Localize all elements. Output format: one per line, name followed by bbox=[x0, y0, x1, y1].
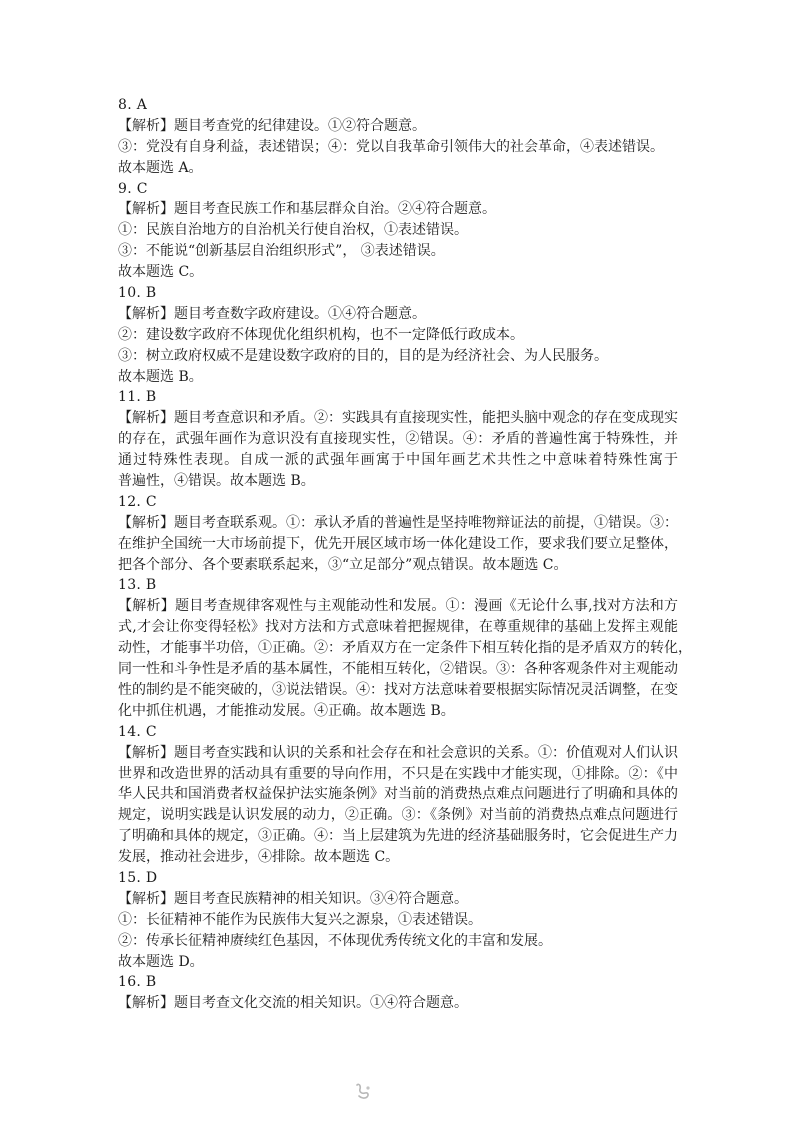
analysis-9-point: ①：民族自治地方的自治机关行使自治权，①表述错误。 bbox=[118, 222, 468, 239]
analysis-15-point: ②：传承长征精神赓续红色基因，不体现优秀传统文化的丰富和发展。 bbox=[118, 932, 552, 949]
answer-8: 8. A bbox=[118, 97, 148, 113]
analysis-8-point: ③：党没有自身利益，表述错误；④：党以自我革命引领伟大的社会革命，④表述错误。 bbox=[118, 138, 664, 155]
analysis-14-line: 【解析】题目考查实践和认识的关系和社会存在和社会意识的关系。①：价值观对人们认识 bbox=[118, 744, 678, 761]
analysis-14-line: 了明确和具体的规定，③正确。④：当上层建筑为先进的经济基础服务时，它会促进生产力 bbox=[118, 828, 678, 845]
answer-14: 14. C bbox=[118, 723, 157, 740]
analysis-14-line: 规定，说明实践是认识发展的动力，②正确。③：《条例》对当前的消费热点难点问题进行 bbox=[118, 807, 678, 824]
answer-15: 15. D bbox=[118, 869, 158, 886]
answer-10: 10. B bbox=[118, 285, 157, 302]
analysis-16-summary: 【解析】题目考查文化交流的相关知识。①④符合题意。 bbox=[118, 995, 468, 1012]
analysis-13-line: 性的制约是不能突破的，③说法错误。④：找对方法意味着要根据实际情况灵活调整，在变 bbox=[118, 681, 678, 698]
analysis-9-summary: 【解析】题目考查民族工作和基层群众自治。②④符合题意。 bbox=[118, 201, 496, 218]
answer-11: 11. B bbox=[118, 389, 157, 406]
answer-explanations bbox=[118, 95, 692, 1014]
conclusion-15: 故本题选 D。 bbox=[118, 953, 204, 970]
conclusion-8: 故本题选 A。 bbox=[118, 159, 203, 176]
analysis-15-summary: 【解析】题目考查民族精神的相关知识。③④符合题意。 bbox=[118, 890, 468, 907]
analysis-14-line: 发展，推动社会进步，④排除。故本题选 C。 bbox=[118, 849, 400, 866]
answer-9: 9. C bbox=[118, 180, 148, 197]
analysis-11-line: 【解析】题目考查意识和矛盾。②：实践具有直接现实性，能把头脑中观念的存在变成现实 bbox=[118, 410, 678, 427]
analysis-11-line: 普遍性，④错误。故本题选 B。 bbox=[118, 473, 315, 490]
analysis-8-summary: 【解析】题目考查党的纪律建设。①②符合题意。 bbox=[118, 117, 426, 134]
analysis-13-line: 同一性和斗争性是矛盾的基本属性，不能相互转化，②错误。③：各种客观条件对主观能动 bbox=[118, 661, 678, 678]
analysis-10-point: ②：建设数字政府不体现优化组织机构，也不一定降低行政成本。 bbox=[118, 326, 524, 343]
answer-16: 16. B bbox=[118, 974, 157, 991]
analysis-12-line: 【解析】题目考查联系观。①：承认矛盾的普遍性是坚持唯物辩证法的前提，①错误。③： bbox=[118, 514, 678, 531]
analysis-12-line: 把各个部分、各个要素联系起来，③“立足部分”观点错误。故本题选 C。 bbox=[118, 556, 568, 573]
analysis-15-point: ①：长征精神不能作为民族伟大复兴之源泉，①表述错误。 bbox=[118, 911, 482, 928]
conclusion-9: 故本题选 C。 bbox=[118, 264, 204, 281]
analysis-13-line: 动性，才能事半功倍，①正确。②：矛盾双方在一定条件下相互转化指的是矛盾双方的转化， bbox=[118, 640, 692, 657]
analysis-10-summary: 【解析】题目考查数字政府建设。①④符合题意。 bbox=[118, 305, 426, 322]
answer-12: 12. C bbox=[118, 493, 157, 510]
answer-13: 13. B bbox=[118, 577, 157, 594]
analysis-13-line: 式,才会让你变得轻松》找对方法和方式意味着把握规律，在尊重规律的基础上发挥主观能 bbox=[118, 619, 678, 636]
conclusion-10: 故本题选 B。 bbox=[118, 368, 203, 385]
analysis-13-line: 化中抓住机遇，才能推动发展。④正确。故本题选 B。 bbox=[118, 702, 455, 719]
analysis-14-line: 世界和改造世界的活动具有重要的导向作用，不只是在实践中才能实现，①排除。②：《中 bbox=[118, 765, 678, 782]
page-mark-icon bbox=[353, 1082, 373, 1100]
analysis-11-line: 的存在，武强年画作为意识没有直接现实性，②错误。④：矛盾的普遍性寓于特殊性，并 bbox=[118, 431, 678, 448]
analysis-13-line: 【解析】题目考查规律客观性与主观能动性和发展。①：漫画《无论什么事,找对方法和方 bbox=[118, 598, 678, 615]
analysis-10-point: ③：树立政府权威不是建设数字政府的目的，目的是为经济社会、为人民服务。 bbox=[118, 347, 608, 364]
analysis-9-point: ③：不能说“创新基层自治组织形式”， ③表述错误。 bbox=[118, 243, 445, 260]
analysis-12-line: 在维护全国统一大市场前提下，优先开展区域市场一体化建设工作，要求我们要立足整体， bbox=[118, 535, 678, 552]
analysis-11-line: 通过特殊性表现。自成一派的武强年画寓于中国年画艺术共性之中意味着特殊性寓于 bbox=[118, 452, 678, 469]
analysis-14-line: 华人民共和国消费者权益保护法实施条例》对当前的消费热点难点问题进行了明确和具体的 bbox=[118, 786, 678, 803]
